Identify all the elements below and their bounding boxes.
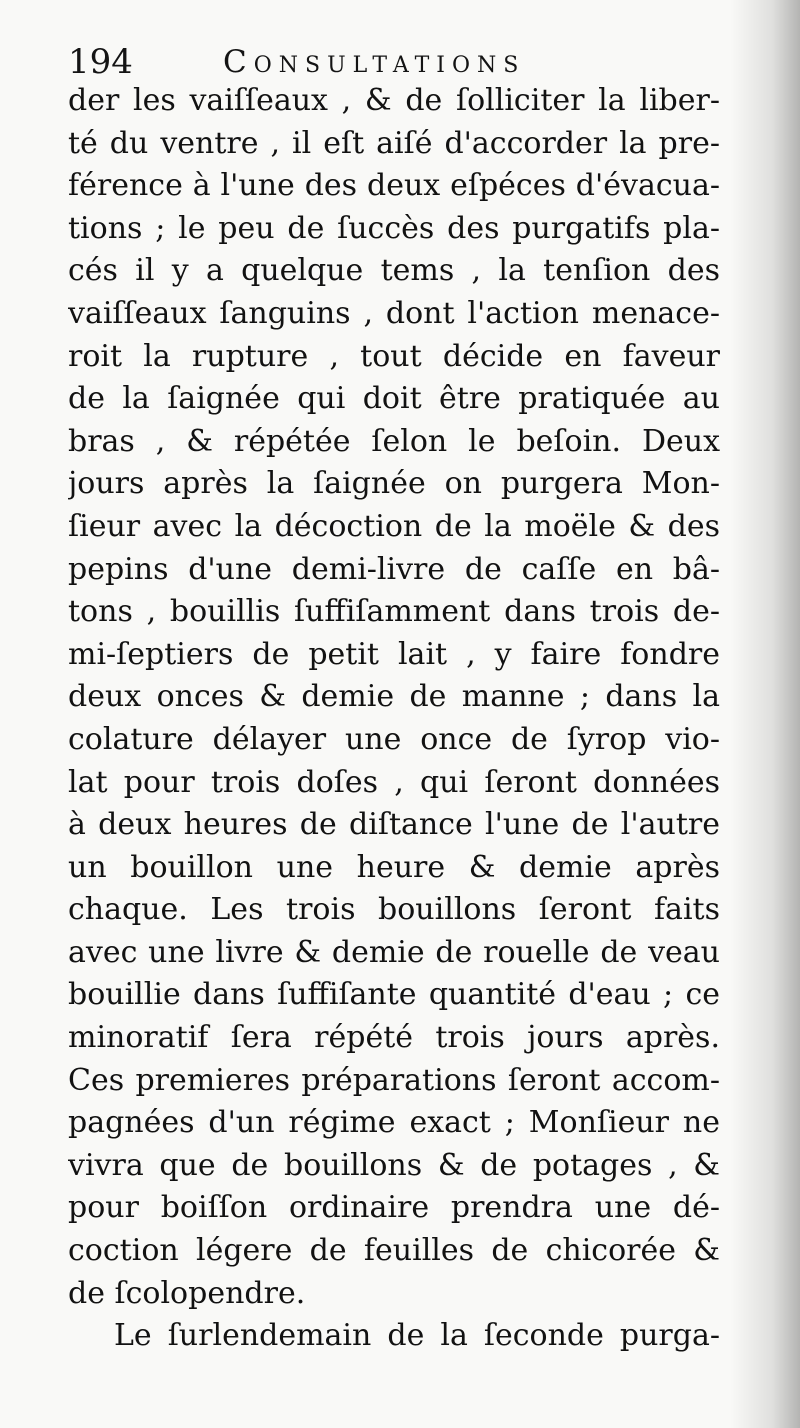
page-number: 194 <box>68 42 133 82</box>
text-line: pour boiſſon ordinaire prendra une dé- <box>68 1190 720 1226</box>
text-line: mi-ſeptiers de petit lait , y faire fondre <box>68 636 720 672</box>
text-line: avec une livre & demie de rouelle de veau <box>68 934 720 970</box>
text-line: minoratif ſera répété trois jours après. <box>68 1020 720 1056</box>
text-line: deux onces & demie de manne ; dans la <box>68 679 720 715</box>
text-line: bras , & répétée ſelon le beſoin. Deux <box>68 423 720 459</box>
text-line: tions ; le peu de ſuccès des purgatifs pla- <box>68 210 720 246</box>
text-line: colature délayer une once de ſyrop vio- <box>68 721 720 757</box>
text-line: vaiſſeaux ſanguins , dont l'action menace- <box>68 295 720 331</box>
text-line: férence à l'une des deux eſpéces d'évacua- <box>68 168 720 204</box>
text-line: pagnées d'un régime exact ; Monſieur ne <box>68 1105 720 1141</box>
text-line: à deux heures de diſtance l'une de l'autre <box>68 807 720 843</box>
text-line: de ſcolopendre. <box>68 1275 306 1311</box>
text-line: un bouillon une heure & demie après <box>68 849 720 885</box>
text-line: roit la rupture , tout décide en faveur <box>68 338 720 374</box>
text-line: cés il y a quelque tems , la tenſion des <box>68 253 720 289</box>
running-head: Consultations <box>223 44 526 80</box>
text-line: lat pour trois doſes , qui ſeront données <box>68 764 720 800</box>
text-line: pepins d'une demi-livre de caſſe en bâ- <box>68 551 720 587</box>
text-line: ſieur avec la décoction de la moële & des <box>68 508 720 544</box>
text-line: chaque. Les trois bouillons ſeront faits <box>68 892 720 928</box>
text-line: Ces premieres préparations ſeront accom- <box>68 1062 720 1098</box>
text-line: de la ſaignée qui doit être pratiquée au <box>68 381 720 417</box>
text-line: der les vaiſſeaux , & de ſolliciter la liber- <box>68 83 720 118</box>
text-line: té du ventre , il eſt aiſé d'accorder la pre- <box>68 125 720 161</box>
text-line: vivra que de bouillons & de potages , & <box>68 1147 720 1183</box>
text-line: coction légere de feuilles de chicorée & <box>68 1233 720 1269</box>
text-line: bouillie dans ſuffiſante quantité d'eau ; ce <box>68 977 720 1013</box>
text-line: jours après la ſaignée on purgera Mon- <box>68 466 720 502</box>
text-line: tons , bouillis ſuffiſamment dans trois de- <box>68 594 720 630</box>
body-text <box>68 80 720 1358</box>
text-line: Le ſurlendemain de la ſeconde purga- <box>114 1318 720 1354</box>
